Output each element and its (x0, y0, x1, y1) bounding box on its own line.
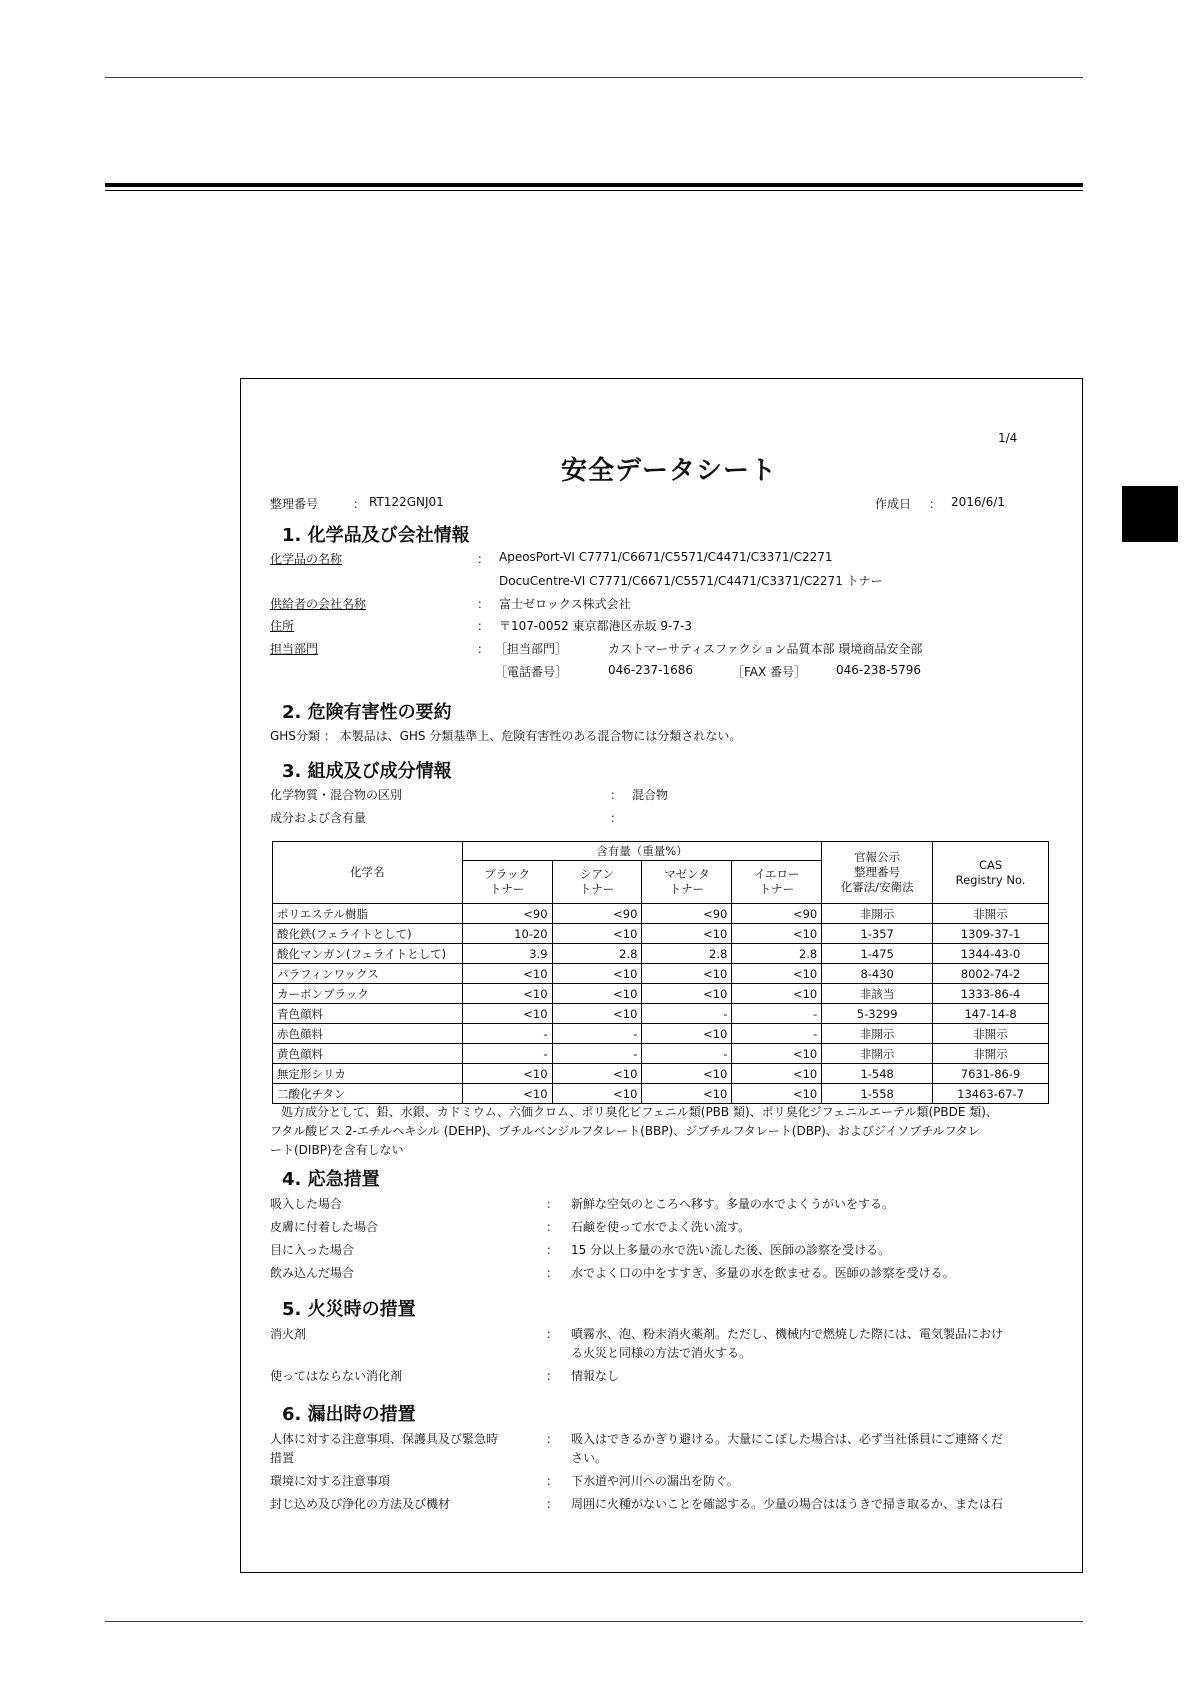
document-title: 安全データシート (561, 456, 778, 486)
content-sep: ： (610, 811, 623, 825)
unsuitable-extinguisher-label: 使ってはならない消化剤 (270, 1369, 403, 1383)
black-content-cell: <10 (462, 964, 552, 984)
cyan-content-cell: <10 (552, 1064, 642, 1084)
cas-number-cell: 13463-67-7 (933, 1084, 1049, 1104)
containment-label: 封じ込め及び浄化の方法及び機材 (270, 1497, 451, 1511)
cas-number-cell: 非開示 (933, 1024, 1049, 1044)
section-5-heading: 5. 火災時の措置 (282, 1299, 416, 1320)
chemical-name-cell: 赤色顔料 (273, 1024, 463, 1044)
header-gov-line2: 整理番号 (854, 865, 901, 879)
exclusion-note-line1: 処方成分として、鉛、水銀、カドミウム、六価クロム、ポリ臭化ビフェニル類(PBB 類)、ポリ臭化ジフェニルエーテル類(PBDE 類)、 (281, 1105, 998, 1119)
header-cyan-line2: トナー (579, 882, 615, 896)
address-value: 〒107-0052 東京都港区赤坂 9-7-3 (499, 619, 692, 633)
address-label: 住所 (270, 619, 295, 633)
header-gov-line1: 官報公示 (854, 850, 901, 864)
date-sep: ： (929, 497, 942, 511)
section-1-heading: 1. 化学品及び会社情報 (282, 525, 470, 546)
product-name-label: 化学品の名称 (270, 552, 343, 566)
cas-number-cell: 非開示 (933, 904, 1049, 924)
table-row (273, 944, 1049, 964)
magenta-content-cell: 2.8 (642, 944, 732, 964)
substance-class-sep: ： (610, 788, 623, 802)
magenta-content-cell: - (642, 1004, 732, 1024)
first-aid-skin-sep: ： (546, 1220, 559, 1234)
gov-number-cell: 非開示 (822, 1024, 933, 1044)
yellow-content-cell: <10 (732, 964, 822, 984)
title-rule-thick (105, 183, 1083, 187)
first-aid-skin-value: 石鹸を使って水でよく洗い流す。 (571, 1220, 751, 1234)
table-row (273, 904, 1049, 924)
cas-number-cell: 1344-43-0 (933, 944, 1049, 964)
personal-precautions-line1: 吸入はできるかぎり避ける。大量にこぼした場合は、必ず当社係員にご連絡くだ (571, 1432, 1004, 1446)
ref-number-value: RT122GNJ01 (369, 495, 444, 509)
yellow-content-cell: 2.8 (732, 944, 822, 964)
department-label: 担当部門 (270, 642, 319, 656)
cyan-content-cell: - (552, 1024, 642, 1044)
table-row (273, 1084, 1049, 1104)
environmental-precautions-sep: ： (546, 1474, 559, 1488)
cyan-content-cell: <10 (552, 964, 642, 984)
product-name-line2: DocuCentre-VI C7771/C6671/C5571/C4471/C3371/C2271 トナー (499, 574, 883, 588)
extinguisher-sep: ： (546, 1327, 559, 1341)
chapter-tab-marker (1122, 486, 1178, 542)
header-gov-line3: 化審法/安衛法 (840, 880, 914, 894)
section-6-heading: 6. 漏出時の措置 (282, 1404, 416, 1425)
table-row (273, 984, 1049, 1004)
black-content-cell: 3.9 (462, 944, 552, 964)
gov-number-cell: 5-3299 (822, 1004, 933, 1024)
table-row (273, 964, 1049, 984)
department-sep: ： (477, 642, 490, 656)
header-black-line1: ブラック (484, 867, 530, 881)
header-cas-line2: Registry No. (955, 872, 1026, 887)
unsuitable-extinguisher-value: 情報なし (571, 1369, 620, 1383)
gov-number-cell: 1-357 (822, 924, 933, 944)
header-magenta (642, 861, 732, 904)
black-content-cell: <10 (462, 1064, 552, 1084)
header-yellow-line1: イエロー (754, 867, 800, 881)
magenta-content-cell: <90 (642, 904, 732, 924)
supplier-sep: ： (477, 597, 490, 611)
chemical-name-cell: 二酸化チタン (273, 1084, 463, 1104)
chemical-name-cell: 無定形シリカ (273, 1064, 463, 1084)
black-content-cell: <10 (462, 984, 552, 1004)
chemical-name-cell: 酸化鉄(フェライトとして) (273, 924, 463, 944)
personal-precautions-label-line2: 措置 (270, 1451, 295, 1465)
department-value: カストマーサティスファクション品質本部 環境商品安全部 (608, 642, 923, 656)
containment-sep: ： (546, 1497, 559, 1511)
ref-number-sep: ： (353, 497, 366, 511)
magenta-content-cell: <10 (642, 1024, 732, 1044)
section-3-heading: 3. 組成及び成分情報 (282, 761, 452, 782)
unsuitable-extinguisher-sep: ： (546, 1369, 559, 1383)
yellow-content-cell: <10 (732, 924, 822, 944)
table-row (273, 924, 1049, 944)
gov-number-cell: 1-548 (822, 1064, 933, 1084)
first-aid-inhalation-value: 新鮮な空気のところへ移す。多量の水でよくうがいをする。 (571, 1197, 895, 1211)
header-yellow-line2: トナー (759, 882, 795, 896)
chemical-name-cell: 黄色顔料 (273, 1044, 463, 1064)
header-content: 含有量（重量%） (462, 842, 822, 861)
composition-table (272, 841, 1049, 1104)
gov-number-cell: 非該当 (822, 984, 933, 1004)
fax-tag: ［FAX 番号］ (732, 665, 807, 679)
product-name-sep: ： (477, 552, 490, 566)
personal-precautions-sep: ： (546, 1432, 559, 1446)
chemical-name-cell: カーボンブラック (273, 984, 463, 1004)
chemical-name-cell: ポリエステル樹脂 (273, 904, 463, 924)
tel-value: 046-237-1686 (608, 663, 694, 677)
black-content-cell: <10 (462, 1084, 552, 1104)
personal-precautions-line2: さい。 (571, 1451, 608, 1465)
first-aid-ingestion-label: 飲み込んだ場合 (270, 1266, 355, 1280)
cyan-content-cell: 2.8 (552, 944, 642, 964)
black-content-cell: 10-20 (462, 924, 552, 944)
extinguisher-line1: 噴霧水、泡、粉末消火薬剤。ただし、機械内で燃焼した際には、電気製品におけ (571, 1327, 1004, 1341)
section-4-heading: 4. 応急措置 (282, 1169, 380, 1190)
black-content-cell: - (462, 1044, 552, 1064)
ghs-classification-text: GHS分類 ： 本製品は、GHS 分類基準上、危険有害性のある混合物には分類されない。 (270, 729, 742, 743)
magenta-content-cell: <10 (642, 984, 732, 1004)
header-cyan (552, 861, 642, 904)
chemical-name-cell: 酸化マンガン(フェライトとして) (273, 944, 463, 964)
header-magenta-line2: トナー (669, 882, 705, 896)
chemical-name-cell: 青色顔料 (273, 1004, 463, 1024)
cas-number-cell: 8002-74-2 (933, 964, 1049, 984)
cyan-content-cell: <10 (552, 1084, 642, 1104)
header-gov-number (822, 842, 933, 904)
title-rule-thin (105, 190, 1083, 191)
yellow-content-cell: <10 (732, 1084, 822, 1104)
fax-value: 046-238-5796 (836, 663, 922, 677)
first-aid-ingestion-sep: ： (546, 1266, 559, 1280)
supplier-label: 供給者の会社名称 (270, 597, 367, 611)
substance-class-label: 化学物質・混合物の区別 (270, 788, 403, 802)
containment-value: 周囲に火種がないことを確認する。少量の場合はほうきで掃き取るか、または石 (571, 1497, 1004, 1511)
first-aid-inhalation-label: 吸入した場合 (270, 1197, 343, 1211)
black-content-cell: <10 (462, 1004, 552, 1024)
cyan-content-cell: <90 (552, 904, 642, 924)
address-sep: ： (477, 619, 490, 633)
header-yellow (732, 861, 822, 904)
header-cyan-line1: シアン (579, 867, 615, 881)
extinguisher-line2: る火災と同様の方法で消火する。 (571, 1346, 752, 1360)
environmental-precautions-label: 環境に対する注意事項 (270, 1474, 391, 1488)
ref-number-label: 整理番号 (270, 497, 319, 511)
cas-number-cell: 1333-86-4 (933, 984, 1049, 1004)
footer-rule (105, 1621, 1083, 1622)
composition-table-body (273, 904, 1049, 1104)
yellow-content-cell: - (732, 1024, 822, 1044)
header-magenta-line1: マゼンタ (664, 867, 710, 881)
sds-document-frame (240, 378, 1083, 1573)
department-tag: ［担当部門］ (495, 642, 568, 656)
cyan-content-cell: - (552, 1044, 642, 1064)
magenta-content-cell: <10 (642, 924, 732, 944)
yellow-content-cell: - (732, 1004, 822, 1024)
product-name-line1: ApeosPort-VI C7771/C6671/C5571/C4471/C3371/C2271 (499, 550, 833, 564)
yellow-content-cell: <90 (732, 904, 822, 924)
header-rule (105, 77, 1083, 78)
section-2-heading: 2. 危険有害性の要約 (282, 702, 452, 723)
first-aid-skin-label: 皮膚に付着した場合 (270, 1220, 379, 1234)
supplier-value: 富士ゼロックス株式会社 (499, 597, 631, 611)
magenta-content-cell: <10 (642, 1084, 732, 1104)
gov-number-cell: 非開示 (822, 904, 933, 924)
personal-precautions-label-line1: 人体に対する注意事項、保護具及び緊急時 (270, 1432, 499, 1446)
yellow-content-cell: <10 (732, 1064, 822, 1084)
exclusion-note-line3: ート(DIBP)を含有しない (270, 1143, 404, 1157)
substance-class-value: 混合物 (632, 788, 669, 802)
cas-number-cell: 7631-86-9 (933, 1064, 1049, 1084)
header-black-line2: トナー (489, 882, 525, 896)
tel-tag: ［電話番号］ (495, 665, 568, 679)
page-number: 1/4 (998, 431, 1018, 445)
header-chemical-name: 化学名 (273, 842, 463, 904)
yellow-content-cell: <10 (732, 984, 822, 1004)
black-content-cell: - (462, 1024, 552, 1044)
magenta-content-cell: <10 (642, 1064, 732, 1084)
black-content-cell: <90 (462, 904, 552, 924)
environmental-precautions-value: 下水道や河川への漏出を防ぐ。 (571, 1474, 739, 1488)
magenta-content-cell: <10 (642, 964, 732, 984)
yellow-content-cell: <10 (732, 1044, 822, 1064)
gov-number-cell: 8-430 (822, 964, 933, 984)
gov-number-cell: 非開示 (822, 1044, 933, 1064)
cyan-content-cell: <10 (552, 984, 642, 1004)
table-row (273, 1004, 1049, 1024)
cas-number-cell: 147-14-8 (933, 1004, 1049, 1024)
date-value: 2016/6/1 (951, 495, 1005, 509)
first-aid-eyes-value: 15 分以上多量の水で洗い流した後、医師の診察を受ける。 (571, 1243, 891, 1257)
cyan-content-cell: <10 (552, 1004, 642, 1024)
magenta-content-cell: - (642, 1044, 732, 1064)
table-row (273, 1064, 1049, 1084)
first-aid-ingestion-value: 水でよく口の中をすすぎ、多量の水を飲ませる。医師の診察を受ける。 (571, 1266, 955, 1280)
chemical-name-cell: パラフィンワックス (273, 964, 463, 984)
exclusion-note-line2: フタル酸ビス 2-エチルヘキシル (DEHP)、ブチルベンジルフタレート(BBP)、ジブチルフタレート(DBP)、およびジイソブチルフタレ (270, 1124, 980, 1138)
content-label: 成分および含有量 (270, 811, 367, 825)
first-aid-inhalation-sep: ： (546, 1197, 559, 1211)
header-black (462, 861, 552, 904)
date-label: 作成日 (875, 497, 912, 511)
gov-number-cell: 1-558 (822, 1084, 933, 1104)
header-cas (933, 842, 1049, 904)
cas-number-cell: 非開示 (933, 1044, 1049, 1064)
cyan-content-cell: <10 (552, 924, 642, 944)
table-row (273, 1044, 1049, 1064)
cas-number-cell: 1309-37-1 (933, 924, 1049, 944)
extinguisher-label: 消火剤 (270, 1327, 307, 1341)
gov-number-cell: 1-475 (822, 944, 933, 964)
header-cas-line1: CAS (978, 857, 1003, 872)
table-row (273, 1024, 1049, 1044)
first-aid-eyes-label: 目に入った場合 (270, 1243, 355, 1257)
first-aid-eyes-sep: ： (546, 1243, 559, 1257)
